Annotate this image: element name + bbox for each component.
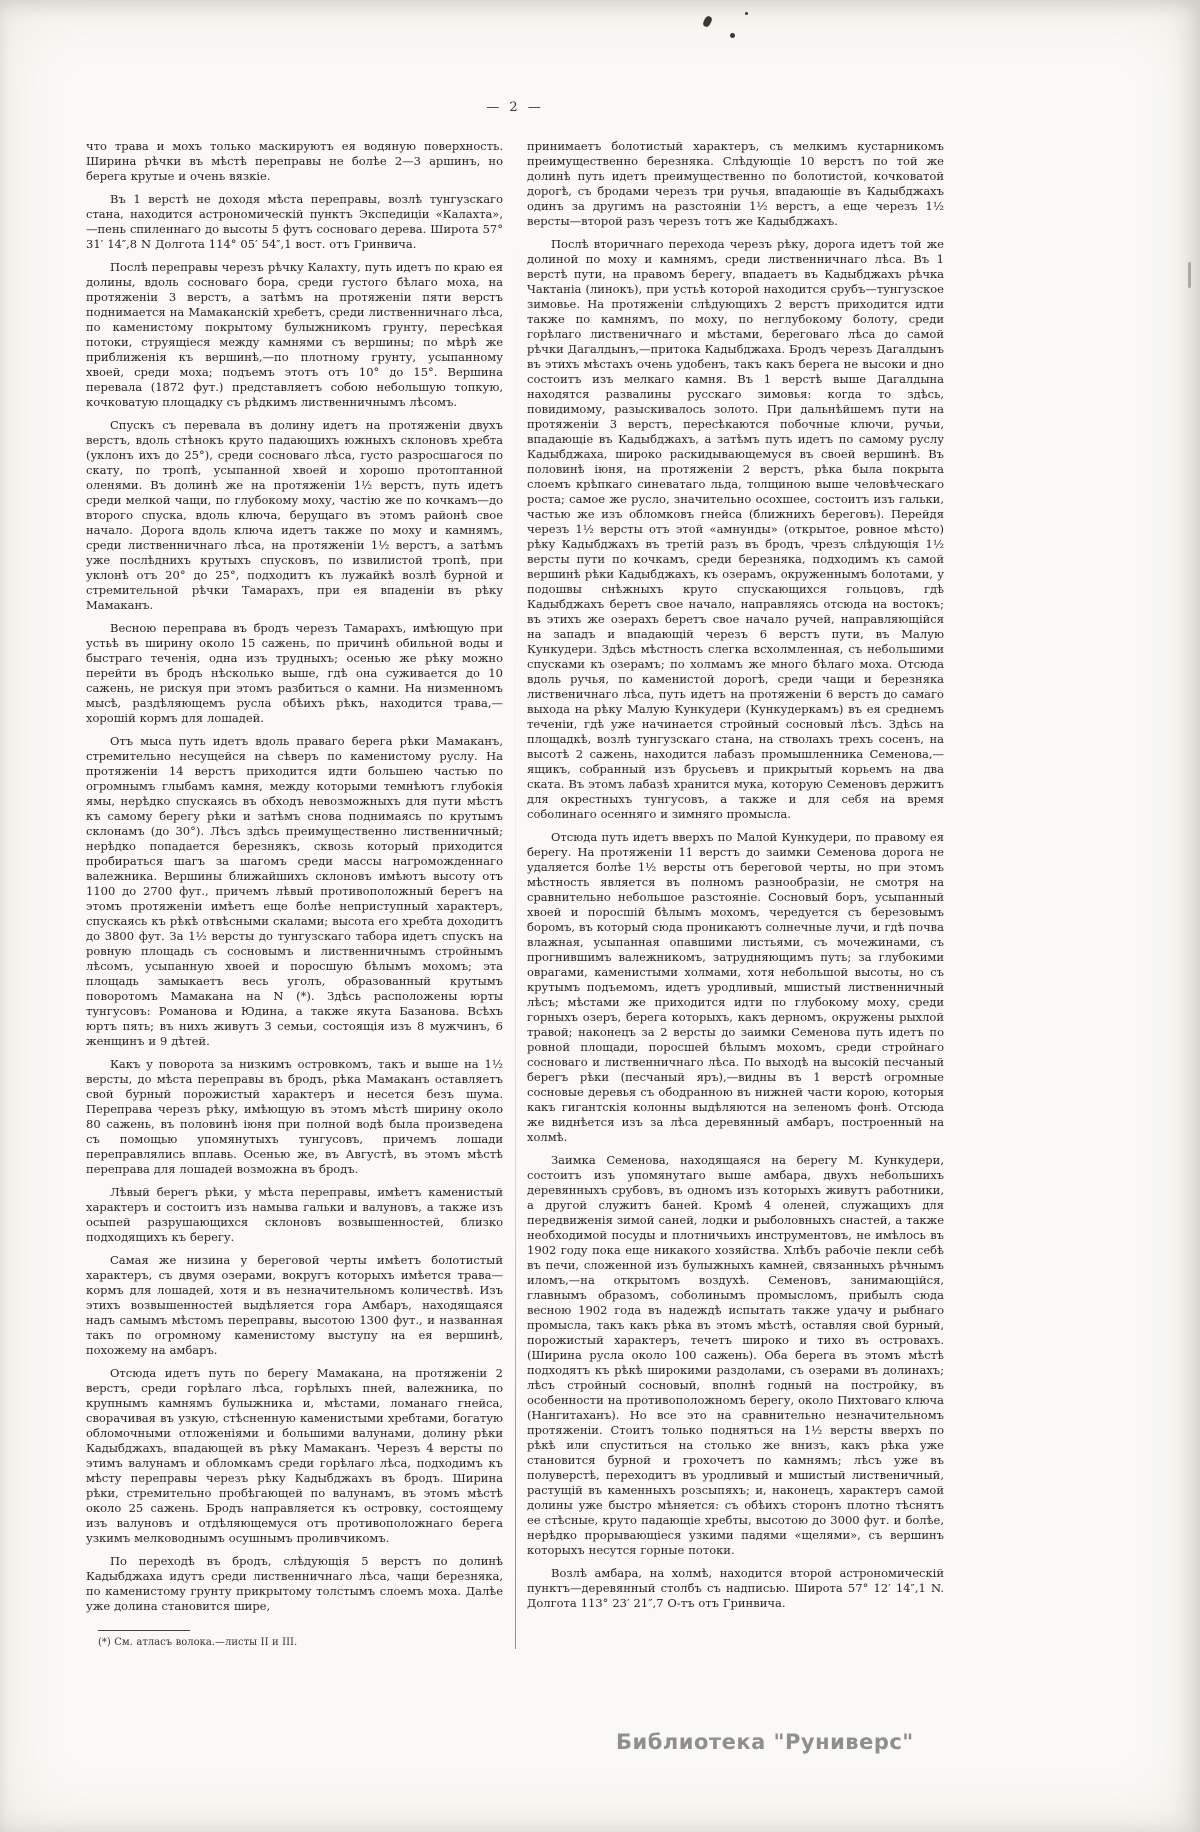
paragraph: принимаетъ болотистый характеръ, съ мелкимъ кустарникомъ преимущественно березняка. Слѣдующіе 10 верстъ по той же долинѣ путь идетъ преимущественно по болотистой, кочковатой дорогѣ, съ бродами черезъ три ручья, впадающіе въ Кадыбджахъ одинъ за другимъ на разстояніи 1½ верстъ, а еще черезъ 1½ версты—второй разъ черезъ тотъ же Кадыбджахъ. [527, 139, 944, 228]
paragraph: что трава и мохъ только маскируютъ ея водяную поверхность. Ширина рѣчки въ мѣстѣ переправы не болѣе 2—3 аршинъ, но берега крутые и очень вязкіе. [86, 139, 503, 183]
paragraph: Возлѣ амбара, на холмѣ, находится второй астрономическій пунктъ—деревянный столбъ съ надписью. Широта 57° 12′ 14″,1 N. Долгота 113° 23′ 21″,7 О-тъ отъ Гринвича. [527, 1566, 944, 1610]
left-column [86, 139, 503, 1649]
column-divider [515, 141, 516, 1649]
footnote: (*) См. атласъ волока.—листы II и III. [98, 1637, 298, 1648]
paragraph: Спускъ съ перевала въ долину идетъ на протяженіи двухъ верстъ, вдоль стѣнокъ круто падающихъ южныхъ склоновъ хребта (уклонъ ихъ до 25°), среди сосноваго лѣса, густо разросшагося по скату, по тропѣ, усыпанной хвоей и хорошо протоптанной оленями. Въ долинѣ же на протяженіи 1½ верстъ, путь идетъ среди мелкой чащи, по глубокому моху, частію же по кочкамъ—до второго спуска, вдоль ключа, берущаго въ этомъ районѣ свое начало. Дорога вдоль ключа идетъ также по моху и камнямъ, среди лиственничнаго лѣса, на протяженіи 1½ верстъ, а затѣмъ уже послѣднихъ крутыхъ спусковъ, по извилистой тропѣ, при уклонѣ отъ 20° до 25°, подходитъ къ лужайкѣ возлѣ бурной и стремительной рѣчки Тамарахъ, при ея впаденіи въ рѣку Мамаканъ. [86, 418, 503, 612]
paragraph: Лѣвый берегъ рѣки, у мѣста переправы, имѣетъ каменистый характеръ и состоитъ изъ намыва гальки и валуновъ, а также изъ осыпей разрушающихся склоновъ возвышенностей, близко подходящихъ къ берегу. [86, 1185, 503, 1244]
paragraph: Отсюда идетъ путь по берегу Мамакана, на протяженіи 2 верстъ, среди горѣлаго лѣса, горѣлыхъ пней, валежника, по крупнымъ камнямъ булыжника и, мѣстами, ломанаго гнейса, сворачивая въ узкую, стѣсненную каменистыми хребтами, богатую обломочными отложеніями и большими валунами, долину рѣки Кадыбджахъ, впадающей въ рѣку Мамаканъ. Черезъ 4 версты по этимъ валунамъ и обломкамъ среди горѣлаго лѣса, подходимъ къ мѣсту переправы черезъ рѣку Кадыбджахъ въ бродъ. Ширина рѣки, стремительно пробѣгающей по валунамъ, въ этомъ мѣстѣ около 25 сажень. Бродъ направляется къ островку, состоящему изъ валуновъ и отдѣляющемуся отъ противоположнаго берега узкимъ мелководнымъ осушнымъ проливчикомъ. [86, 1366, 503, 1545]
paragraph: Въ 1 верстѣ не доходя мѣста переправы, возлѣ тунгузскаго стана, находится астрономическій пунктъ Экспедиціи «Калахта»,—пень спиленнаго до высоты 5 футъ сосноваго дерева. Широта 57° 31′ 14″,8 N Долгота 114° 05′ 54″,1 вост. отъ Гринвича. [86, 192, 503, 251]
paragraph: Заимка Семенова, находящаяся на берегу М. Кункудери, состоитъ изъ упомянутаго выше амбара, двухъ небольшихъ деревянныхъ срубовъ, въ одномъ изъ которыхъ живутъ работники, а другой служитъ баней. Кромѣ 4 оленей, служащихъ для передвиженія зимой саней, лодки и рыболовныхъ снастей, а также необходимой посуды и плотничьихъ инструментовъ, не имѣлось въ 1902 году пока еще никакого хозяйства. Хлѣбъ рабочіе пекли себѣ въ печи, сложенной изъ булыжныхъ камней, связанныхъ рѣчнымъ иломъ,—на открытомъ воздухѣ. Семеновъ, занимающійся, главнымъ образомъ, соболинымъ промысломъ, прибылъ сюда весною 1902 года въ надеждѣ испытать также удачу и рыбнаго промысла, такъ какъ рѣка въ этомъ мѣстѣ, оставляя свой бурный, порожистый характеръ, течетъ широко и тихо въ островахъ. (Ширина русла около 100 сажень). Оба берега въ этомъ мѣстѣ подходятъ къ рѣкѣ широкими раздолами, съ озерами въ долинахъ; лѣсъ стройный сосновый, вполнѣ годный на постройку, въ особенности на противоположномъ берегу, около Пихтоваго ключа (Нангитаханъ). Но все это на сравнительно незначительномъ протяженіи. Стоитъ только подняться на 1½ версты вверхъ по рѣкѣ или спуститься на столько же внизъ, какъ рѣка уже становится бурной и грохочетъ по камнямъ; лѣсъ уже въ полуверстѣ, переходитъ въ уродливый и мшистый лиственичный, растущій въ каменныхъ розсыпяхъ; и, наконецъ, характеръ самой долины уже быстро мѣняется: съ обѣихъ сторонъ плотно тѣснятъ ее стѣсные, круто падающіе хребты, высотою до 3000 фут. и болѣе, нерѣдко прорывающіеся узкими падями «щелями», съ вершинъ которыхъ несутся горные потоки. [527, 1153, 944, 1557]
scan-speck [745, 12, 748, 15]
paragraph: Весною переправа въ бродъ черезъ Тамарахъ, имѣющую при устьѣ въ ширину около 15 сажень, по причинѣ обильной воды и быстраго теченія, одна изъ трудныхъ; осенью же рѣку можно перейти въ бродъ нѣсколько выше, гдѣ она суживается до 10 сажень, не рискуя при этомъ разбиться о камни. На низменномъ мысѣ, раздѣляющемъ русла обѣихъ рѣкъ, находится трава,—хорошій кормъ для лошадей. [86, 621, 503, 725]
paragraph: Послѣ переправы черезъ рѣчку Калахту, путь идетъ по краю ея долины, вдоль сосноваго бора, среди густого бѣлаго моха, на протяженіи 3 верстъ, а затѣмъ на протяженіи пяти верстъ поднимается на Мамаканскій хребетъ, среди лиственничнаго лѣса, по каменистому покрытому булыжникомъ грунту, пересѣкая потоки, струящіеся между камнями съ вершины; по мѣрѣ же приближенія къ вершинѣ,—по плотному грунту, усыпанному хвоей, среди моха; подъемъ этотъ отъ 10° до 15°. Вершина перевала (1872 фут.) представляетъ собою небольшую топкую, кочковатую площадку съ рѣдкимъ лиственничнымъ лѣсомъ. [86, 260, 503, 409]
scan-speck [702, 15, 713, 28]
paragraph: Отсюда путь идетъ вверхъ по Малой Кункудери, по правому ея берегу. На протяженіи 11 верстъ до заимки Семенова дорога не удаляется болѣе 1½ версты отъ береговой черты, но при этомъ мѣстность является въ полномъ разнообразіи, не смотря на сравнительно небольшое разстояніе. Сосновый боръ, усыпанный хвоей и поросшій бѣлымъ мохомъ, чередуется съ березовымъ боромъ, въ который сюда проникаютъ солнечные лучи, и гдѣ почва влажная, усыпанная опавшими листьями, съ мочежинами, съ прогнившимъ валежникомъ, затрудняющимъ путь; за глубокими оврагами, каменистыми холмами, хотя небольшой высоты, но съ крутымъ подъемомъ, идетъ уродливый, мшистый лиственничный лѣсъ; мѣстами же приходится идти по глубокому моху, среди горныхъ озеръ, берега которыхъ, какъ дерномъ, окружены рыхлой травой; наконецъ за 2 версты до заимки Семенова путь идетъ по ровной площади, поросшей бѣлымъ мохомъ, среди стройнаго сосноваго и лиственничнаго лѣса. По выходѣ на высокій песчаный берегъ рѣки (песчаный яръ),—видны въ 1 верстѣ огромные сосновые деревья съ ободранною въ нижней части корою, которыя какъ гигантскія колонны выдѣляются на зеленомъ фонѣ. Отсюда же виднѣется изъ за лѣса деревянный амбаръ, построенный на холмѣ. [527, 830, 945, 1144]
text-block [86, 100, 944, 1649]
two-column-layout [86, 139, 944, 1649]
right-column [527, 139, 944, 1649]
paragraph: Какъ у поворота за низкимъ островкомъ, такъ и выше на 1½ версты, до мѣста переправы въ бродъ, рѣка Мамаканъ оставляетъ свой бурный порожистый характеръ и несется безъ шума. Переправа черезъ рѣку, имѣющую въ этомъ мѣстѣ ширину около 80 сажень, въ половинѣ іюня при полной водѣ была произведена съ помощью упомянутыхъ тунгусовъ, причемъ лошади переправлялись вплавь. Осенью же, въ Августѣ, въ этомъ мѣстѣ переправа для лошадей возможна въ бродъ. [86, 1057, 503, 1176]
paragraph: Отъ мыса путь идетъ вдоль праваго берега рѣки Мамаканъ, стремительно несущейся на сѣверъ по каменистому руслу. На протяженіи 14 верстъ приходится идти большею частью по огромнымъ глыбамъ камня, между которыми темнѣютъ глубокія ямы, нерѣдко спускаясь въ обходъ невозможныхъ для пути мѣстъ къ самому берегу рѣки и затѣмъ снова поднимаясь по крутымъ склонамъ (до 30°). Лѣсъ здѣсь преимущественно лиственничный; нерѣдко попадается березнякъ, сквозь который приходится пробираться шагъ за шагомъ среди массы нагроможденнаго валежника. Вершины ближайшихъ склоновъ имѣютъ высоту отъ 1100 до 2700 фут., причемъ лѣвый противоположный берегъ на этомъ протяженіи имѣетъ еще болѣе неприступный характеръ, спускаясь къ рѣкѣ отвѣсными скалами; высота его хребта доходитъ до 3800 фут. За 1½ версты до тунгузскаго табора идетъ спускъ на ровную площадь съ сосновымъ и лиственничнымъ стройнымъ лѣсомъ, усыпанную хвоей и поросшую бѣлымъ мохомъ; эта площадь замыкаетъ весь уголъ, образованный крутымъ поворотомъ Мамакана на N (*). Здѣсь расположены юрты тунгусовъ: Романова и Юдина, а также якута Базанова. Всѣхъ юртъ пять; въ нихъ живутъ 3 семьи, состоящія изъ 8 мужчинъ, 6 женщинъ и 9 дѣтей. [86, 734, 503, 1048]
scan-speck [730, 33, 735, 38]
paragraph: Самая же низина у береговой черты имѣетъ болотистый характеръ, съ двумя озерами, вокругъ которыхъ имѣется трава—кормъ для лошадей, хотя и въ незначительномъ количествѣ. Изъ этихъ возвышенностей выдѣляется гора Амбаръ, находящаяся надъ самымъ мѣстомъ переправы, высотою 1300 фут., и названная такъ по огромному каменистому выступу на ея вершинѣ, похожему на амбаръ. [86, 1253, 503, 1357]
library-watermark: Библиотека "Руниверс" [616, 1730, 914, 1754]
scan-speck [1188, 262, 1191, 288]
paragraph: По переходѣ въ бродъ, слѣдующія 5 верстъ по долинѣ Кадыбджаха идутъ среди лиственничнаго лѣса, чащи березняка, по каменистому грунту прикрытому толстымъ слоемъ моха. Далѣе уже долина становится шире, [86, 1554, 503, 1613]
paragraph: Послѣ вторичнаго перехода черезъ рѣку, дорога идетъ той же долиной по моху и камнямъ, среди лиственничнаго лѣса. Въ 1 верстѣ пути, на правомъ берегу, впадаетъ въ Кадыбджахъ рѣчка Чактаніа (линокъ), при устьѣ которой находится срубъ—тунгузское зимовье. На протяженіи слѣдующихъ 2 верстъ приходится идти также по камнямъ, по моху, по неглубокому болоту, среди горѣлаго лиственичнаго и мѣстами, береговаго лѣса до самой рѣчки Дагалдынъ,—притока Кадыбджаха. Бродъ черезъ Дагалдынъ въ этихъ мѣстахъ очень удобенъ, такъ какъ берега не высоки и дно состоитъ изъ мелкаго камня. Въ 1 верстѣ выше Дагалдына находятся развалины русскаго зимовья: когда то здѣсь, повидимому, разыскивалось золото. При дальнѣйшемъ пути на протяженіи 3 верстъ, пересѣкаются побочные ключи, ручьи, впадающіе въ Кадыбджахъ, а затѣмъ путь идетъ по самому руслу Кадыбджаха, широко раскидывающемуся въ своей вершинѣ. Въ половинѣ іюня, на протяженіи 2 верстъ, рѣка была покрыта слоемъ крѣпкаго синеватаго льда, толщиною выше человѣческаго роста; самое же русло, значительно осохшее, состоитъ изъ гальки, частью же изъ обломковъ гнейса (ближнихъ береговъ). Перейдя черезъ 1½ версты отъ этой «амнунды» (открытое, ровное мѣсто) рѣку Кадыбджахъ въ третій разъ въ бродъ, чрезъ слѣдующія 1½ версты пути по кочкамъ, среди березняка, подходимъ къ самой вершинѣ рѣки Кадыбджахъ, къ озерамъ, окруженнымъ болотами, у подошвы снѣжныхъ круто спускающихся гольцовъ, гдѣ Кадыбджахъ беретъ свое начало, направляясь отсюда на востокъ; въ этихъ же озерахъ беретъ свое начало ручей, направляющійся на западъ и впадающій черезъ 6 верстъ пути, въ Малую Кункудери. Здѣсь мѣстность слегка всхолмленная, съ небольшими спусками къ озерамъ; по холмамъ же много бѣлаго моха. Отсюда вдоль ручья, по каменистой дорогѣ, среди чащи и березняка лиственичнаго лѣса, путь идетъ на протяженіи 6 верстъ до самаго выхода на рѣку Малую Кункудери (Кункудеркамъ) въ ея среднемъ теченіи, гдѣ уже начинается стройный сосновый лѣсъ. Здѣсь на площадкѣ, возлѣ тунгузскаго стана, на стволахъ трехъ сосенъ, на высотѣ 2 сажень, находится лабазъ промышленника Семенова,—ящикъ, собранный изъ брусьевъ и прикрытый корьемъ на два ската. Въ этомъ лабазѣ хранится мука, которую Семеновъ держитъ для окрестныхъ тунгусовъ, а также и для себя на время соболинаго осенняго и зимняго промысла. [527, 237, 944, 821]
footnote-divider [98, 1630, 190, 1631]
page-number: — 2 — [486, 100, 544, 115]
